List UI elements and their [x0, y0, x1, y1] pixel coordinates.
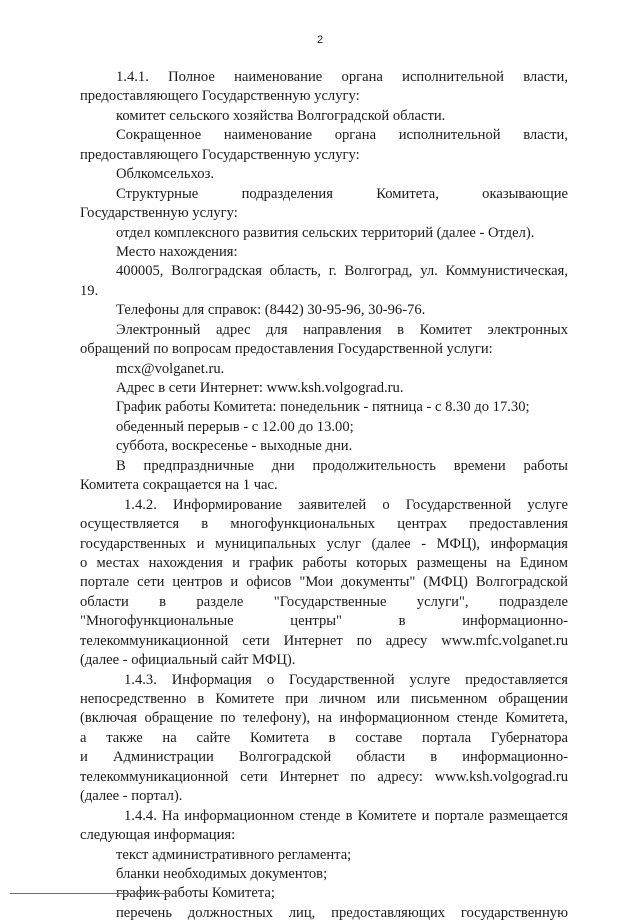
- text-line: 1.4.2. Информирование заявителей о Государственной услуге: [124, 496, 568, 513]
- footer-rule: [10, 893, 170, 894]
- text-line: 1.4.1. Полное наименование органа исполнительной власти,: [116, 69, 568, 85]
- text-line: 1.4.3. Информация о Государственной услуге предоставляется: [124, 671, 568, 688]
- text-line: портале сети центров и офисов "Мои документы" (МФЦ) Волгоградской: [80, 574, 568, 591]
- text-line: Место нахождения:: [116, 243, 238, 260]
- text-line: Электронный адрес для направления в Комитет электронных: [116, 321, 568, 338]
- text-line: комитет сельского хозяйства Волгоградской области.: [116, 107, 446, 124]
- text-line: В предпраздничные дни продолжительность времени работы: [116, 457, 568, 474]
- text-line: Структурные подразделения Комитета, оказывающие: [116, 185, 568, 202]
- text-line: непосредственно в Комитете при личном или письменном обращении: [80, 691, 568, 707]
- text-line: график работы Комитета;: [116, 885, 275, 902]
- text-line: Телефоны для справок: (8442) 30-95-96, 30-96-76.: [116, 302, 426, 319]
- text-line: 19.: [80, 282, 99, 299]
- text-line: mcx@volganet.ru.: [116, 360, 225, 377]
- text-line: обращений по вопросам предоставления Государственной услуги:: [80, 341, 493, 358]
- text-line: (далее - официальный сайт МФЦ).: [80, 652, 296, 669]
- text-line: Государственную услугу:: [80, 205, 238, 222]
- text-line: телекоммуникационной сети Интернет по адресу: www.ksh.volgograd.ru: [80, 768, 568, 785]
- text-line: и Администрации Волгоградской области в информационно-: [80, 749, 568, 766]
- text-line: Комитета сокращается на 1 час.: [80, 477, 278, 494]
- text-line: Сокращенное наименование органа исполнительной власти,: [116, 127, 568, 144]
- text-line: 1.4.4. На информационном стенде в Комитете и портале размещается: [124, 807, 568, 824]
- text-line: Адрес в сети Интернет: www.ksh.volgograd.ru.: [116, 380, 404, 396]
- text-line: "Многофункциональные центры" в информационно-: [80, 613, 568, 630]
- text-line: Облкомсельхоз.: [116, 166, 215, 183]
- text-line: перечень должностных лиц, предоставляющих государственную: [116, 904, 568, 921]
- text-line: а также на сайте Комитета в составе портала Губернатора: [80, 729, 568, 746]
- text-line: о местах нахождения и график работы которых размещены на Едином: [80, 554, 568, 571]
- text-line: телекоммуникационной сети Интернет по адресу www.mfc.volganet.ru: [80, 632, 568, 649]
- document-body: [80, 68, 568, 923]
- text-line: предоставляющего Государственную услугу:: [80, 88, 360, 105]
- text-line: суббота, воскресенье - выходные дни.: [116, 438, 353, 455]
- text-line: (далее - портал).: [80, 788, 183, 805]
- text-line: области в разделе "Государственные услуги", подразделе: [80, 593, 568, 610]
- text-line: обеденный перерыв - с 12.00 до 13.00;: [116, 418, 354, 435]
- text-line: осуществляется в многофункциональных центрах предоставления: [80, 516, 568, 533]
- page-number: 2: [316, 34, 324, 46]
- text-line: предоставляющего Государственную услугу:: [80, 146, 360, 163]
- text-line: График работы Комитета: понедельник - пятница - с 8.30 до 17.30;: [116, 399, 530, 416]
- text-line: бланки необходимых документов;: [116, 865, 328, 882]
- text-line: отдел комплексного развития сельских территорий (далее - Отдел).: [116, 224, 535, 241]
- text-line: (включая обращение по телефону), на информационном стенде Комитета,: [80, 710, 568, 727]
- text-line: следующая информация:: [80, 827, 236, 844]
- text-line: 400005, Волгоградская область, г. Волгоград, ул. Коммунистическая,: [116, 263, 568, 280]
- text-line: текст административного регламента;: [116, 846, 352, 863]
- text-line: государственных и муниципальных услуг (далее - МФЦ), информация: [80, 535, 568, 552]
